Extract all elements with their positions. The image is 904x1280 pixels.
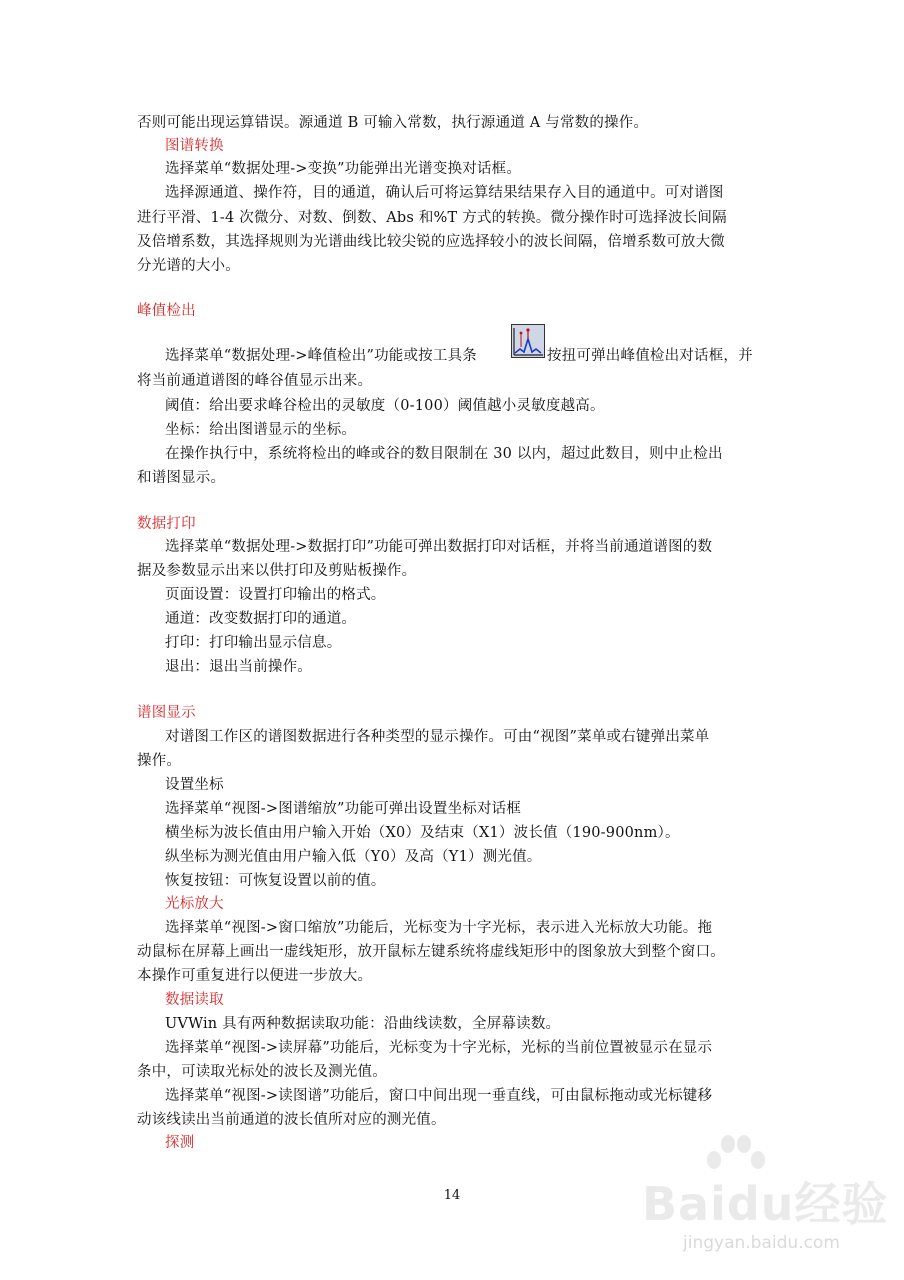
- text-line: 选择菜单“视图->读屏幕”功能后，光标变为十字光标，光标的当前位置被显示在显示: [165, 1040, 713, 1056]
- text-line: 条中，可读取光标处的波长及测光值。: [137, 1064, 387, 1080]
- text-line: 按扭可弹出峰值检出对话框，并: [547, 348, 753, 364]
- text-line: 阈值：给出要求峰谷检出的灵敏度（0-100）阈值越小灵敏度越高。: [165, 398, 605, 414]
- text-line: 选择菜单“视图->读图谱”功能后，窗口中间出现一垂直线，可由鼠标拖动或光标键移: [165, 1088, 713, 1104]
- text-line: 对谱图工作区的谱图数据进行各种类型的显示操作。可由“视图”菜单或右键弹出菜单: [165, 729, 710, 745]
- text-line: 和谱图显示。: [137, 470, 226, 486]
- text-line: 选择源通道、操作符，目的通道，确认后可将运算结果结果存入目的通道中。可对谱图: [165, 185, 724, 201]
- text-line: 退出：退出当前操作。: [165, 659, 312, 675]
- watermark-url: jingyan.baidu.com: [683, 1233, 840, 1253]
- text-line: 选择菜单“视图->图谱缩放”功能可弹出设置坐标对话框: [165, 801, 522, 817]
- text-line: 选择菜单“数据处理->变换”功能弹出光谱变换对话框。: [165, 161, 522, 177]
- heading-data-print: 数据打印: [137, 516, 196, 532]
- heading-spectrum-display: 谱图显示: [137, 705, 196, 721]
- text-line: 坐标：给出图谱显示的坐标。: [165, 422, 357, 438]
- text-line: 页面设置：设置打印输出的格式。: [165, 587, 386, 603]
- text-line: 选择菜单“数据处理->峰值检出”功能或按工具条: [165, 348, 477, 364]
- text-line: 操作。: [137, 753, 182, 769]
- heading-peak-detect: 峰值检出: [137, 303, 196, 319]
- text-line: 据及参数显示出来以供打印及剪贴板操作。: [137, 563, 417, 579]
- peak-detect-icon[interactable]: [511, 324, 545, 358]
- heading-cursor-zoom: 光标放大: [165, 896, 224, 912]
- text-line: 动鼠标在屏幕上画出一虚线矩形，放开鼠标左键系统将虚线矩形中的图象放大到整个窗口。: [137, 944, 725, 960]
- text-line: 将当前通道谱图的峰谷值显示出来。: [137, 373, 373, 389]
- subheading-set-axis: 设置坐标: [165, 777, 224, 793]
- heading-spectrum-transform: 图谱转换: [165, 138, 224, 154]
- text-line: 分光谱的大小。: [137, 258, 240, 274]
- text-line: UVWin 具有两种数据读取功能：沿曲线读数，全屏幕读数。: [165, 1016, 561, 1032]
- text-line: 动该线读出当前通道的波长值所对应的测光值。: [137, 1112, 446, 1128]
- text-line: 在操作执行中，系统将检出的峰或谷的数目限制在 30 以内，超过此数目，则中止检出: [165, 446, 723, 462]
- text-line: 通道：改变数据打印的通道。: [165, 611, 357, 627]
- heading-data-read: 数据读取: [165, 992, 224, 1008]
- text-line: 纵坐标为测光值由用户输入低（Y0）及高（Y1）测光值。: [165, 849, 542, 865]
- watermark-logo: Baidu经验: [642, 1177, 889, 1231]
- text-line: 选择菜单“数据处理->数据打印”功能可弹出数据打印对话框，并将当前通道谱图的数: [165, 539, 713, 555]
- text-line: 否则可能出现运算错误。源通道 B 可输入常数，执行源通道 A 与常数的操作。: [137, 115, 649, 131]
- text-line: 进行平滑、1-4 次微分、对数、倒数、Abs 和%T 方式的转换。微分操作时可选择波长间隔: [137, 210, 727, 226]
- page-number: 14: [443, 1188, 461, 1203]
- heading-detect: 探测: [165, 1135, 195, 1151]
- text-line: 本操作可重复进行以便进一步放大。: [137, 968, 373, 984]
- text-line: 恢复按钮：可恢复设置以前的值。: [165, 873, 386, 889]
- text-line: 打印：打印输出显示信息。: [165, 635, 342, 651]
- text-line: 横坐标为波长值由用户输入开始（X0）及结束（X1）波长值（190-900nm）。: [165, 825, 680, 841]
- text-line: 选择菜单“视图->窗口缩放”功能后，光标变为十字光标，表示进入光标放大功能。拖: [165, 920, 713, 936]
- text-line: 及倍增系数，其选择规则为光谱曲线比较尖锐的应选择较小的波长间隔，倍增系数可放大微: [137, 234, 725, 250]
